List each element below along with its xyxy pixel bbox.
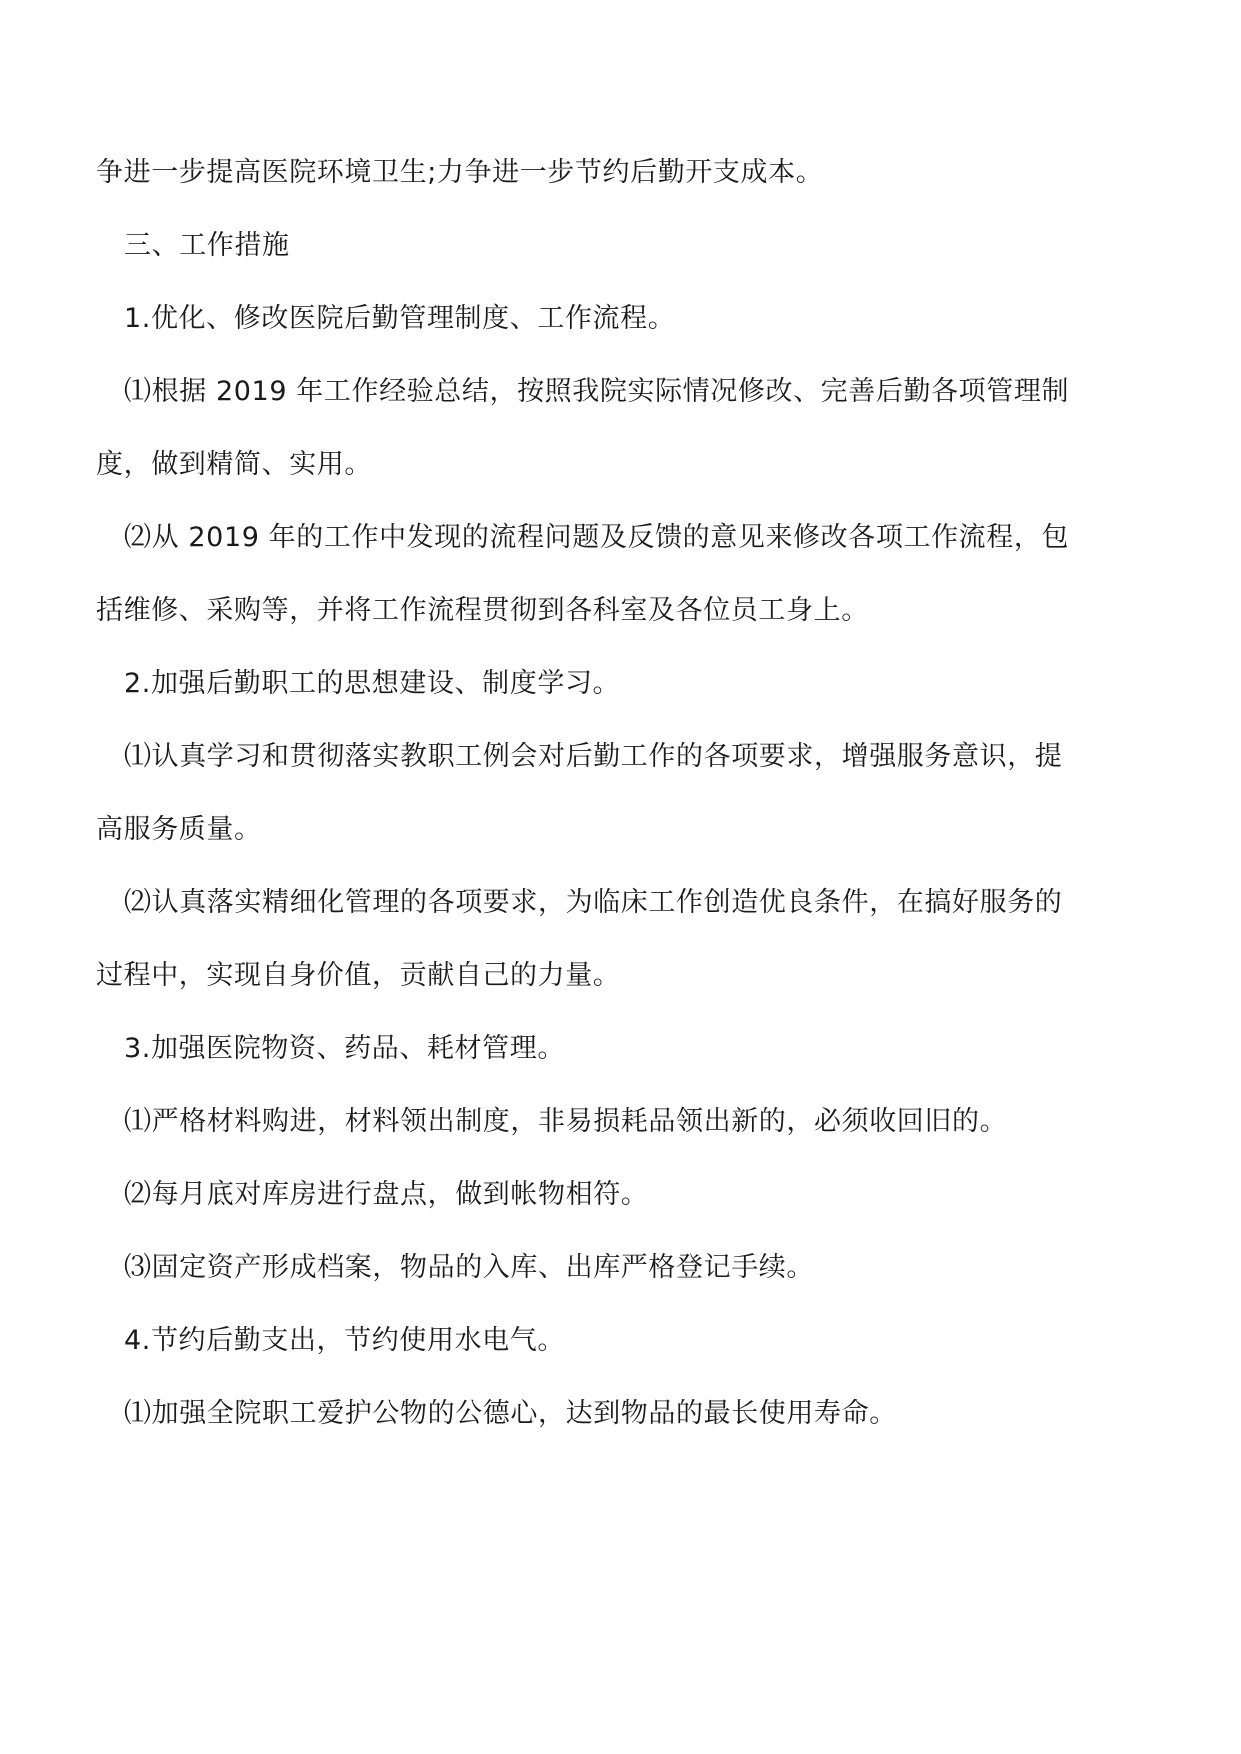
list-item: ⑵每月底对库房进行盘点，做到帐物相符。 bbox=[124, 1179, 649, 1210]
list-item: ⑴加强全院职工爱护公物的公德心，达到物品的最长使用寿命。 bbox=[124, 1398, 897, 1429]
list-item: ⑵从 2019 年的工作中发现的流程问题及反馈的意见来修改各项工作流程，包 bbox=[124, 522, 1070, 553]
paragraph-line: 过程中，实现自身价值，贡献自己的力量。 bbox=[96, 960, 621, 991]
paragraph-line: 括维修、采购等，并将工作流程贯彻到各科室及各位员工身上。 bbox=[96, 595, 869, 626]
subsection-heading: 4.节约后勤支出，节约使用水电气。 bbox=[124, 1325, 565, 1356]
list-item: ⑵认真落实精细化管理的各项要求，为临床工作创造优良条件，在搞好服务的 bbox=[124, 887, 1063, 918]
list-item: ⑶固定资产形成档案，物品的入库、出库严格登记手续。 bbox=[124, 1252, 814, 1283]
paragraph-line: 争进一步提高医院环境卫生;力争进一步节约后勤开支成本。 bbox=[96, 157, 824, 188]
paragraph-line: 高服务质量。 bbox=[96, 814, 262, 845]
section-heading: 三、工作措施 bbox=[124, 230, 290, 261]
list-item: ⑴根据 2019 年工作经验总结，按照我院实际情况修改、完善后勤各项管理制 bbox=[124, 376, 1070, 407]
subsection-heading: 1.优化、修改医院后勤管理制度、工作流程。 bbox=[124, 303, 676, 334]
list-item: ⑴严格材料购进，材料领出制度，非易损耗品领出新的，必须收回旧的。 bbox=[124, 1106, 1008, 1137]
paragraph-line: 度，做到精简、实用。 bbox=[96, 449, 372, 480]
list-item: ⑴认真学习和贯彻落实教职工例会对后勤工作的各项要求，增强服务意识，提 bbox=[124, 741, 1063, 772]
subsection-heading: 3.加强医院物资、药品、耗材管理。 bbox=[124, 1033, 565, 1064]
subsection-heading: 2.加强后勤职工的思想建设、制度学习。 bbox=[124, 668, 621, 699]
